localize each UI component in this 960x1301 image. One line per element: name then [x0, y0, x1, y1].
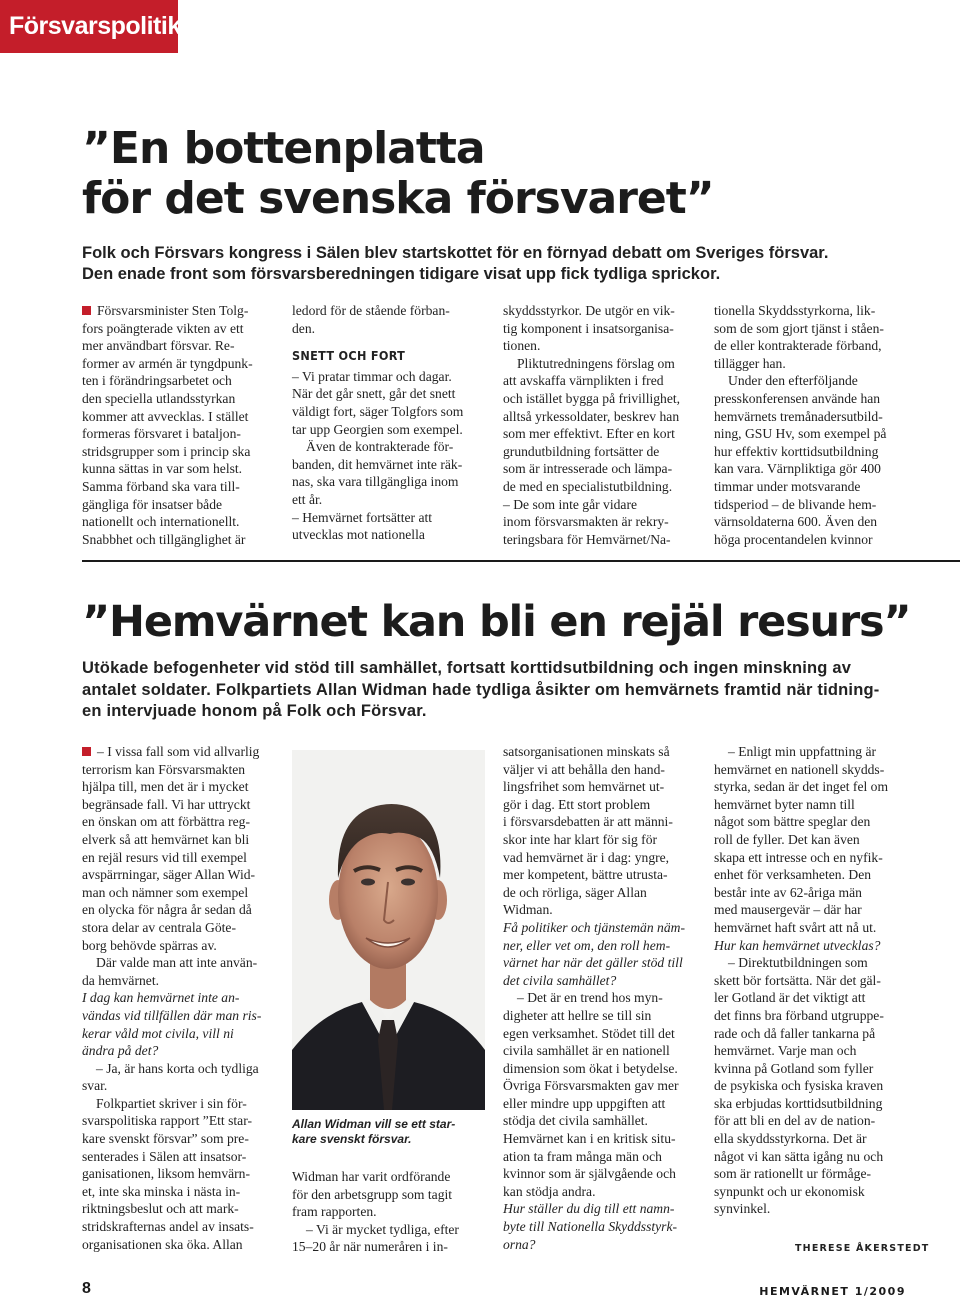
text-line: former av armén är tyngdpunk- [82, 355, 253, 371]
text-line: tar upp Georgien som exempel. [292, 421, 463, 437]
article2-ingress [82, 658, 912, 723]
article1-column-4 [714, 302, 899, 548]
ingress-line: en intervjuade honom på Folk och Försvar. [82, 702, 427, 720]
article1-headline [82, 124, 714, 224]
text-line: skyddsstyrkor. De utgör en vik- [503, 303, 675, 318]
text-line: Widman. [503, 902, 553, 918]
text-line: tionen. [503, 338, 541, 354]
text-line: styrka, sedan är det inget fel om [714, 779, 889, 795]
text-line: som är intresserade och lämpa- [503, 461, 673, 477]
text-line: et, inte ska minska i nästa in- [82, 1183, 241, 1199]
text-line: nas, ska vara tillgängliga inom [292, 474, 459, 490]
text-line: avspärrningar, säger Allan Wid- [82, 867, 256, 883]
text-line: alltså yrkessoldater, beskrev han [503, 408, 680, 424]
text-line: När det går snett, går det snett [292, 386, 456, 402]
text-line: gör i dag. Ett stort problem [503, 796, 651, 812]
text-line: tidsperiod – de blivande hem- [714, 496, 877, 512]
text-line: ler Gotland är det viktigt att [714, 990, 866, 1006]
text-line: elverk så att hemvärnet kan bli [82, 831, 250, 847]
page-number: 8 [82, 1280, 91, 1297]
text-line: hemvärnet haft svårt att nå ut. [714, 919, 877, 935]
text-line: 15–20 år när numeråren i in- [292, 1239, 448, 1255]
text-line: svarspolitiska rapport ”Ett star- [82, 1113, 252, 1129]
photo-caption [292, 1117, 482, 1147]
text-line: eller mindre upp uppgiften att [503, 1095, 666, 1111]
caption-line: kare svenskt försvar. [292, 1132, 412, 1146]
text-line: ten i förändringsarbetet och [82, 373, 232, 389]
text-line: mer kompetent, bättre utrusta- [503, 867, 668, 883]
text-line: svar. [82, 1078, 108, 1094]
text-line: man och nämner som exempel [82, 884, 249, 900]
ingress-line: antalet soldater. Folkpartiets Allan Widman hade tydliga åsikter om hemvärnets framtid när tidning- [82, 680, 880, 699]
text-line: Under den efterföljande [728, 373, 858, 389]
byline: THERESE ÅKERSTEDT [795, 1243, 930, 1254]
text-line: terrorism kan Försvarsmakten [82, 761, 246, 777]
text-line: en olycka för några år sedan då [82, 902, 252, 918]
text-line: den. [292, 320, 316, 336]
text-line: Där valde man att inte använ- [96, 955, 258, 971]
text-line: höga procentandelen kvinnor [714, 531, 873, 547]
ingress-line: Den enade front som försvarsberedningen tidigare visat upp fick tydliga sprickor. [82, 265, 721, 283]
text-line: stödja det civila samhället. [503, 1113, 648, 1129]
text-line: enhet för verksamheten. Den [714, 867, 872, 883]
article1-column-1 [82, 302, 267, 548]
portrait-image [292, 750, 485, 1110]
text-line: Hur kan hemvärnet utvecklas? [714, 937, 881, 953]
text-line: Hemvärnet kan i en kritisk situ- [503, 1131, 676, 1147]
text-line: egen verksamhet. Stödet till det [503, 1025, 675, 1041]
text-line [82, 743, 267, 761]
text-line: som de som gjort tjänst i ståen- [714, 320, 884, 336]
red-square-icon [82, 747, 91, 756]
text-line: stridsgrupper som i princip ska [82, 443, 251, 459]
text-line: och istället bygga på frivillighet, [503, 390, 681, 406]
text-line: kvinna på Gotland som fyller [714, 1060, 874, 1076]
text-line: tillägger han. [714, 355, 786, 371]
text-line: ska erbjudas korttidsutbildning [714, 1095, 883, 1111]
text-line: ning, GSU Hv, som exempel på [714, 426, 887, 442]
text-line: vad hemvärnet är i dag: yngre, [503, 849, 670, 865]
red-square-icon [82, 306, 91, 315]
text-line: kan vara. Värnpliktiga gör 400 [714, 461, 881, 477]
text-line: utvecklas mot nationella [292, 527, 425, 543]
caption-line: Allan Widman vill se ett star- [292, 1117, 456, 1131]
text-line: Samma förband ska vara till- [82, 478, 240, 494]
text-line: mer användbart försvar. Re- [82, 338, 235, 354]
text-line: något vi kan sätta igång nu och [714, 1148, 884, 1164]
text-line: en rejäl resurs vid till exempel [82, 849, 247, 865]
text-line: hemvärnets tremånadersutbild- [714, 408, 883, 424]
article2-column-3 [503, 743, 688, 1253]
text-line: digheter att hellre se till sin [503, 1007, 652, 1023]
article1-column-2 [292, 302, 477, 544]
ingress-line: Utökade befogenheter vid stöd till samhället, fortsatt korttidsutbildning och ingen minskning av [82, 659, 852, 677]
text-line: – Det är en trend hos myn- [517, 990, 663, 1006]
text-line: da hemvärnet. [82, 972, 159, 988]
text-line: orna? [503, 1236, 536, 1252]
text-line: dimension som ökat i betydelse. [503, 1060, 678, 1076]
text-line-content: Försvarsminister Sten Tolg- [97, 303, 249, 318]
text-line: ändra på det? [82, 1043, 159, 1059]
text-line: hur effektiv korttidsutbildning [714, 443, 879, 459]
text-line: kunna sättas in var som helst. [82, 461, 243, 477]
text-line: en önskan om att förbättra reg- [82, 814, 250, 830]
text-line: som är rationellt ur förmåge- [714, 1166, 872, 1182]
text-line: Övriga Försvarsmakten gav mer [503, 1078, 679, 1094]
text-line: synvinkel. [714, 1201, 771, 1217]
text-line: den speciella utlandsstyrkan [82, 390, 236, 406]
text-line: – Hemvärnet fortsätter att [292, 509, 433, 525]
article-divider [82, 560, 960, 562]
text-line: hemvärnet byter namn till [714, 796, 855, 812]
text-line: – Ja, är hans korta och tydliga [96, 1060, 259, 1076]
text-line: roll de fyller. Det kan även [714, 831, 860, 847]
portrait-photo [292, 750, 485, 1110]
article2-column-4 [714, 743, 899, 1218]
text-line: inom försvarsmakten är rekry- [503, 514, 669, 530]
text-line: i försvarsdebatten är att männi- [503, 814, 673, 830]
text-line: det finns bra förband utgruppe- [714, 1007, 884, 1023]
text-line: I dag kan hemvärnet inte an- [82, 990, 240, 1006]
text-line: grundutbildning fortsätter de [503, 443, 660, 459]
text-line: något som bättre speglar den [714, 814, 871, 830]
text-line: för att bli en del av de nation- [714, 1113, 876, 1129]
text-line: tionella Skyddsstyrkorna, lik- [714, 303, 876, 318]
text-line: civila samhället är en nationell [503, 1043, 670, 1059]
text-line: – Direktutbildningen som [728, 955, 868, 971]
magazine-footer: HEMVÄRNET 1/2009 [759, 1285, 906, 1298]
text-line: begränsade fall. Vi har uttryckt [82, 796, 251, 812]
text-line: väldigt fort, säger Tolgfors som [292, 403, 464, 419]
text-line: ganisationen, liksom hemvärn- [82, 1166, 250, 1182]
text-line: som mer effektivt. Efter en kort [503, 426, 675, 442]
text-line: ner, eller vet om, den roll hem- [503, 937, 671, 953]
text-line: kerar våld mot civila, vill ni [82, 1025, 234, 1041]
article2-headline: ”Hemvärnet kan bli en rejäl resurs” [82, 597, 911, 647]
text-line: för den arbetsgrupp som tagit [292, 1186, 453, 1202]
text-line: Pliktutredningens förslag om [517, 355, 675, 371]
text-line: stridskrafternas andel av insats- [82, 1219, 254, 1235]
ingress-line: Folk och Försvars kongress i Sälen blev startskottet för en förnyad debatt om Sveriges försvar. [82, 244, 829, 262]
text-line: Snabbhet och tillgänglighet är [82, 531, 246, 547]
text-line: – De som inte går vidare [503, 496, 638, 512]
text-line: med mausergevär – där har [714, 902, 862, 918]
text-line: – Enligt min uppfattning är [728, 744, 876, 759]
text-line: det civila samhället? [503, 972, 617, 988]
headline-line: ”En bottenplatta [82, 123, 485, 174]
subheading: SNETT OCH FORT [292, 348, 406, 364]
text-line: presskonferensen använde han [714, 390, 881, 406]
text-line: de med en specialistutbildning. [503, 478, 673, 494]
text-line: består inte av 62-åriga män [714, 884, 862, 900]
article2-column-1 [82, 743, 267, 1253]
text-line: kommer att avvecklas. I stället [82, 408, 249, 424]
text-line: ation ta fram många män och [503, 1148, 662, 1164]
text-line: ledord för de stående förban- [292, 303, 450, 318]
headline-line: för det svenska försvaret” [82, 173, 714, 224]
article2-column-2 [292, 1168, 477, 1256]
text-line: lingsfrihet som hemvärnet ut- [503, 779, 665, 795]
text-line: skapa ett intresse och en nyfik- [714, 849, 883, 865]
text-line: fram rapporten. [292, 1204, 377, 1220]
text-line: kvinnor som är självgående och [503, 1166, 676, 1182]
text-line: fors poängterade vikten av ett [82, 320, 244, 336]
text-line: skor inte har klart för sig för [503, 831, 658, 847]
text-line: banden, dit hemvärnet inte räk- [292, 456, 463, 472]
text-line: nationellt och internationellt. [82, 514, 240, 530]
text-line: gängliga för insatser både [82, 496, 223, 512]
text-line: teringsbara för Hemvärnet/Na- [503, 531, 671, 547]
text-line: väljer vi att behålla den hand- [503, 761, 665, 777]
text-line: satsorganisationen minskats så [503, 744, 670, 759]
text-line: värnsoldaterna 600. Även den [714, 514, 878, 530]
text-line: de psykiska och fysiska kraven [714, 1078, 884, 1094]
text-line: ett år. [292, 491, 323, 507]
text-line: vändas vid tillfällen där man ris- [82, 1007, 262, 1023]
text-line: hjälpa till, men det är i mycket [82, 779, 249, 795]
text-line: senterades i Sälen att insatsor- [82, 1148, 247, 1164]
text-line: stora delar av centrala Göte- [82, 919, 236, 935]
article1-column-3 [503, 302, 688, 548]
text-line: de eller kontrakterade förband, [714, 338, 882, 354]
text-line: hemvärnet en nationell skydds- [714, 761, 885, 777]
text-line: timmar under motsvarande [714, 478, 861, 494]
text-line: synpunkt och ur ekonomisk [714, 1183, 865, 1199]
text-line: rade och då faller tankarna på [714, 1025, 876, 1041]
text-line: – Vi pratar timmar och dagar. [292, 368, 452, 384]
text-line: organisationen ska öka. Allan [82, 1236, 243, 1252]
text-line [82, 302, 267, 320]
section-tag: Försvarspolitik [0, 0, 178, 53]
text-line: riktningsbeslut och att mark- [82, 1201, 239, 1217]
article1-ingress [82, 243, 882, 285]
text-line: byte till Nationella Skyddsstyrk- [503, 1219, 678, 1235]
text-line: formeras försvaret i bataljon- [82, 426, 241, 442]
text-line: ella skyddsstyrkorna. Det är [714, 1131, 867, 1147]
text-line: Folkpartiet skriver i sin för- [96, 1095, 247, 1111]
text-line: Få politiker och tjänstemän näm- [503, 919, 685, 935]
text-line: kan stödja andra. [503, 1183, 596, 1199]
text-line: Hur ställer du dig till ett namn- [503, 1201, 675, 1217]
text-line: Även de kontrakterade för- [306, 439, 454, 455]
text-line: tig komponent i insatsorganisa- [503, 320, 674, 336]
text-line: borg behövde spärras av. [82, 937, 217, 953]
text-line: att avskaffa värnplikten i fred [503, 373, 664, 389]
text-line: värnet har när det gäller stöd till [503, 955, 683, 971]
text-line: kare svenskt försvar” som pre- [82, 1131, 249, 1147]
text-line: de och rörliga, säger Allan [503, 884, 647, 900]
text-line-content: – I vissa fall som vid allvarlig [97, 744, 260, 759]
text-line: – Vi är mycket tydliga, efter [306, 1221, 459, 1237]
text-line: hemvärnet. Varje man och [714, 1043, 857, 1059]
text-line: skett bör fortsätta. När det gäl- [714, 972, 881, 988]
text-line: Widman har varit ordförande [292, 1169, 451, 1184]
